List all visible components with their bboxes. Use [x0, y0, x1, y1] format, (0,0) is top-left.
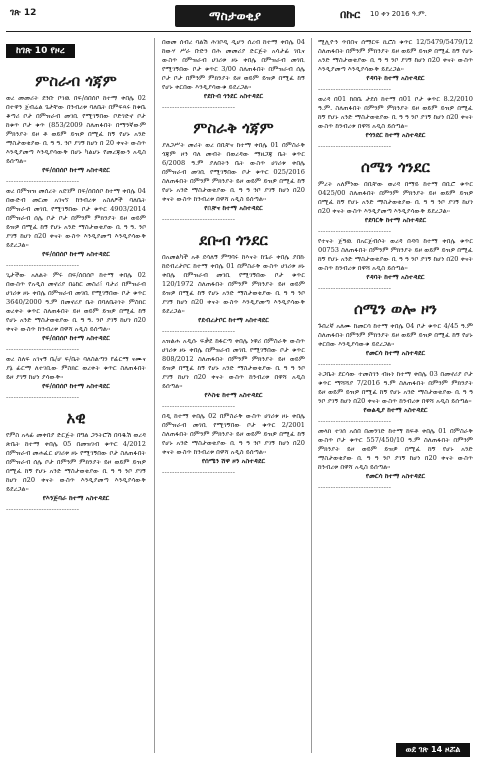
column-3: [318, 38, 473, 750]
notice: [6, 187, 146, 259]
notice-signature: የእስቴ ከተማ አስተዳደር: [204, 391, 263, 399]
notice-separator: -----------------------------: [162, 215, 236, 223]
notice-separator: -----------------------------: [6, 261, 80, 269]
column-divider: [154, 38, 155, 753]
column-1: [6, 38, 146, 750]
notice-signature: የፍ/ሰበሰቦ ከተማ አስተዳደር: [42, 166, 110, 174]
region-heading: አዊ: [66, 409, 86, 427]
notice-signature: የደቡብ ጎንደር አስተዳደር: [203, 92, 264, 100]
masthead-banner: ማስታወቂያ: [175, 5, 295, 27]
column-2: [162, 38, 305, 750]
notice-text: በወመ ሰብረ ባልሽ ሕገቦዲ ዲሆን ሰረብ ከተማ ቀበሌ 04 ከውሃ ሥራ ቡድን በሕ መመሪያ ድርጅት አሳታፊ ገቢና ውስጥ በምዝራብ ሀገሪቱ ዞኑ ቀበሌ በምዝራብ መገቢ የሚገኝበው ቦታ ቁጥር 3/00 ስለጠፋበት በምዝራብ ሰሌ ቦታ ቦታ በምንም ምክንያት ይዞ ወይም ይዝዎ በሚፈ ከኝ የሆኑ ቀርበው እንዲያሳውቁ ይደረጋል፡፡: [162, 38, 305, 91]
notice-text: ያለጋሥት መሪት ወረ በቢቸና ከተማ ቀበሌ 01 በምስራቅ ጎጃም ዞን ባለ መብት በወረዳው ማዘጋጃ ቤት ቁጥር 6/2008 ዓ.ም ያለበትን ቤት ውስጥ ሀገሪቱ ቀበሌ በምዝራብ መገቢ የሚገኝበው ቦታ ቁጥር 025/2016 ስለጠፋበት በምንም ምክንያት ይዞ ወይም ይዝዎ በሚፈ ከኝ የሆኑ አንድ ማስታወቂያው ቢ ዓ ዓ ንቦ ያገኝ ከሆነ በ20 ቀናት ውስጥ ከንብረቱ በዋሻ አዲስ ይሰጣል፡፡: [162, 141, 305, 203]
notice-separator: -----------------------------: [6, 345, 80, 353]
notice-text: ትጋቤት ደርሳው ተመስገን ብዙነ ከተማ ቀበሌ 03 በመኖሪያ ቦታ ቁጥር ማሻሻያ 7/2016 ዓ.ም ስለጠፋበት በምንም ምክንያት ይዞ ወይም ይዝዎ በሚፈ ከኝ የሆኑ አንድ ማስታወቂያው ቢ ዓ ዓ ንቦ ያገኝ ከሆነ በ20 ቀናት ውስጥ ከንብረቱ በዋሻ አዲስ ይሰጣል፡፡: [318, 370, 473, 405]
notice-text: የተናት ጀዓዉ በአርጀብሶት ወረዳ በዳባ ከተማ ቀበሌ ቁጥር 00753 ስለጠፋበት በምንም ምክንያት ይዞ ወይም ይዝዎ በሚፈ ከኝ የሆኑ አንድ ማስታወቂያው ቢ ዓ ዓ ንቦ ያገኝ ከሆነ በ20 ቀናት ውስጥ ከንብረቱ በዋሻ አዲስ ይሰጣል፡፡: [318, 237, 473, 272]
notice-separator: -----------------------------: [162, 327, 236, 335]
notice: [6, 431, 146, 503]
notice-signature: የፍ/ሰበሰቦ ከተማ አስተዳደር: [42, 250, 110, 258]
newspaper-name: በኩር: [340, 8, 361, 21]
notice-text: ምረት አለምነው በቢቸው ወረዳ በማይ ከተማ በቢሮ ቁጥር 0425/00 ስለጠፋበት በምንም ምክንያት ይዞ ወይም ይዝዎ በሚፈ ከኝ የሆኑ አንድ ማስታወቂያው ቢ ዓ ዓ ንቦ ያገኝ ከሆነ በ20 ቀናት ውስጥ እንዲያመጣ እንዲያሳውቅ ይደረጋል፡፡: [318, 180, 473, 215]
continued-on-badge: ወደ ገጽ 14 ዞሯል: [396, 743, 470, 757]
region-heading: ደቡብ ጎንደር: [199, 231, 268, 249]
notice: [318, 38, 473, 83]
notice-text: ጉበረኛ አለሙ ከመርሳ ከተማ ቀበሌ 04 ቦታ ቁጥር 4/45 ዓ.ም ስለጠፋበት በምንም ምክንያት ይዞ ወይም ይዝዎ በሚፈ ከኝ የሆኑ ቀርበው እንዲያሳውቁ ይደረጋል፡፡: [318, 322, 473, 348]
notice-signature: የደባርቅ ከተማ አስተዳደር: [364, 216, 427, 224]
notice-signature: የፍ/ሰበሰቦ ከተማ አስተዳደር: [42, 334, 110, 342]
notice-text: ወረዳ በ01 ከበቤ ታደሰ ከተማ በ01 ቦታ ቁጥር 8.2/2010 ዓ.ም. ስለጠፋበት በምንም ምክንያት ይዞ ወይም ይዝዎ በሚፈ ከኝ የሆኑ አንድ ማስታወቂያው ቢ ዓ ዓ ንቦ ያገኝ ከሆነ በ20 ቀናት ውስጥ ከንብረቱ በዋሻ አዲስ ይሰጣል፡፡: [318, 95, 473, 130]
page-number: ገጽ 12: [10, 8, 37, 18]
notice-separator: -----------------------------: [318, 360, 392, 368]
notice: [162, 412, 305, 466]
header-rule: [6, 31, 471, 32]
notice: [318, 95, 473, 140]
notice: [6, 271, 146, 343]
notice: [162, 38, 305, 101]
notice-separator: -----------------------------: [162, 468, 236, 476]
page-header: [0, 0, 477, 32]
continued-banner: ከገጽ 10 የዞረ: [6, 44, 75, 58]
notice-text: ወረ ስለፍ አገናኝ ቤ/ሆ ፍ/ቤት ባለስልጣን የፊርማ ናሙና ያኔ ፊርማ ለተገቢው ምስክር ወረቀት ቁጥር ስለጠፋበት ይዞ ያገኝ ከሆነ ያሳውቅ፡፡: [6, 355, 146, 381]
notice-separator: -----------------------------: [318, 85, 392, 93]
notice: [162, 337, 305, 400]
notice-signature: የጎንደር ከተማ አስተዳደር: [365, 131, 426, 139]
notice: [318, 322, 473, 358]
notice-signature: የሰሜን ሸዋ ዞን አስተዳደር: [201, 457, 266, 465]
notice-text: አዝልሐ አዲሱ ፍቃደ ከፋርጣ ቀበሌ ነዋሪ በምስራቅ ውስጥ ሀገሪቱ ዞኑ ቀበሌ በምዝራብ መገቢ የሚገኝበው ቦታ ቁጥር 808/2012 ስለጠፋበት በምንም ምክንያት ይዞ ወይም ይዝዎ በሚፈ ከኝ የሆኑ አንድ ማስታወቂያው ቢ ዓ ዓ ንቦ ያገኝ ከሆነ በ20 ቀናት ውስጥ ከንብረቱ በዋሻ አዲስ ይሰጣል፡፡: [162, 337, 305, 390]
notice: [318, 237, 473, 282]
notice: [162, 141, 305, 213]
notice-separator: -----------------------------: [318, 417, 392, 425]
region-heading: ምስራቅ ጎጃም: [193, 119, 274, 137]
notice-separator: -----------------------------: [6, 505, 80, 513]
notice: [6, 94, 146, 175]
notice-signature: የእንጅባራ ከተማ አስተዳደር: [42, 494, 110, 502]
notice-text: ጊታችው አለልት ምሩ በፍ/ሰበሰቦ ከተማ ቀበሌ 02 በውስጥ የአዲስ መኖሪያ በዕከር መስሪ፣ ባታሪ በምዝራብ ሀገሪቱ ዞኑ ቀበሌ በምዝራብ መገቢ የሚገኝበው ቦታ ቁጥር 3640/2000 ዓ.ም በመኖሪያ ቤት በባለቤትነት ምስክር ወረቀት ቁጥር ስለጠፋበት ይዞ ወይም ይዝዎ በሚፈ ከኝ የሆኑ አንድ ማስታወቂያው ቢ ዓ ዓ. ንቦ ያገኝ ከሆነ በ20 ቀናት ውስጥ ከንብረቱ በዋሻ አዲስ ይሰጣል፡፡: [6, 271, 146, 333]
dateline: 10 ቀን 2016 ዓ.ም.: [370, 10, 427, 18]
notice-separator: -----------------------------: [318, 227, 392, 235]
notice-signature: የመርሳ ከተማ አስተዳደር: [365, 349, 426, 357]
notice: [318, 370, 473, 415]
notice-signature: የቢቸና ከተማ አስተዳደር: [204, 204, 263, 212]
notice-text: በዲ ከተማ ቀበሌ 02 በምስራቅ ውስጥ ሀገሪቱ ዞኑ ቀበሌ በምዝራብ መገቢ የሚገኝበው ቦታ ቁጥር 2/2001 ስለጠፋበት በምንም ምክንያት ይዞ ወይም ይዝዎ በሚፈ ከኝ የሆኑ አንድ ማስታወቂያው ቢ ዓ ዓ ንቦ ያገኝ ከሆነ በ20 ቀናት ውስጥ ከንብረቱ በዋሻ አዲስ ይሰጣል፡፡: [162, 412, 305, 456]
notice-text: መላክ ተገሰ አሰበ በመንገድ ከተማ ከፍቶ ቀበሌ 01 በምስራቅ ውስጥ ቦታ ቁጥር 557/450/10 ዓ.ም ስለጠፋበት በምንም ምክንያት ይዞ ወይም ይዝዎ በሚፈ ከኝ የሆኑ አንድ ማስታወቂያው ቢ ዓ ዓ ንቦ ያገኝ ከሆነ በ20 ቀናት ውስጥ ከንብረቱ በዋሻ አዲስ ይሰጣል፡፡: [318, 427, 473, 471]
notice-signature: የደብረታቦር ከተማ አስተዳደር: [198, 316, 269, 324]
notice-text: በአመልካች አቶ ደሳለኝ ምግባሩ ከእናት ከጌራ ቀበሌ ያበኩ ከደብረታቦር ከተማ ቀበሌ 01 በምስራቅ ውስጥ ሀገሪቱ ዞኑ ቀበሌ በምዝራብ መገቢ የሚገኝበው ቦታ ቁጥር 120/1972 ስለጠፋበት በምንም ምክንያት ይዞ ወይም ይዝዎ በሚፈ ከኝ የሆኑ አንድ ማስታወቂያው ቢ ዓ ዓ ንቦ ያገኝ ከሆነ በ20 ቀናት ውስጥ እንዲያመጣ እንዲያሳውቅ ይደረጋል፡፡: [162, 253, 305, 315]
notice: [6, 355, 146, 391]
notice-signature: የዳባት ከተማ አስተዳደር: [366, 273, 425, 281]
notice-text: ወረ በምዝዝ መሰረት አደገም በፍ/ሰበሰቦ ከተማ ቀበሌ 04 በውድብ መርመ አገናኘ ከንብረቱ አስለፆች ባለቤት በምዝራብ መገቢ የሚገኝበው ቦታ ቁጥር 4903/2014 በምዝራብ ሰሌ ቦታ ቦታ በምንም ምክንያት ይዞ ወይም ይዝዎ በሚፈ ከኝ የሆኑ አንድ ማስታወቂያው ቢ ዓ ዓ. ንቦ ያገኝ ከሆነ በ20 ቀናት ውስጥ እንዲያመጣ እንዲያሳውቅ ይደረጋል፡፡: [6, 187, 146, 249]
notice-signature: የዳባት ከተማ አስተዳደር: [366, 74, 425, 82]
region-heading: ሰሜን ጎንደር: [361, 158, 430, 176]
notice-separator: -----------------------------: [318, 284, 392, 292]
notice-signature: የፍ/ሰበሰቦ ከተማ አስተዳደር: [42, 382, 110, 390]
notice-separator: -----------------------------: [162, 402, 236, 410]
notice-signature: የወልዲያ ከተማ አስተዳደር: [363, 406, 428, 414]
notice-separator: -----------------------------: [318, 483, 392, 491]
column-divider: [311, 38, 312, 753]
notice-text: ሚሊዮን ጥበበና ሰማርፍ ኪሮስ ቁጥር 12/5479/5479/12 ስለጠፋበት በምንም ምክንያት ይዞ ወይም ይዝዎ በሚፈ ከኝ የሆኑ አንድ ማስታወቂያው ቢ ዓ ዓ ንቦ ያገኝ ከሆነ በ20 ቀናት ውስጥ እንዲያመጣ እንዲያሳውቅ ይደረጋል፡፡: [318, 38, 473, 73]
notice: [318, 427, 473, 481]
notice: [162, 253, 305, 325]
region-heading: ምስራብ ጎጃም: [35, 72, 117, 90]
region-heading: ሰሜን ወሎ ዞን: [353, 300, 438, 318]
notice-separator: -----------------------------: [162, 103, 236, 111]
notice-separator: -----------------------------: [6, 393, 80, 401]
notice-text: የምስ አላፊ መቀበያ ድርጅት በግል ጋንትሮሽ በባዱሽ ወረዳ ጽቤት ከተማ ቀበሌ 05 በመዝገብ ቁጥር 4/2012 በምዝራብ መሐፈር ሀገሪቱ ዞኑ የሚገኝበው ቦታ ስለጠፋበት በምዝራብ ሰሌ ቦታ በምንም ምክንያት ይዞ ወይም ይዝዎ በሚፈ ከኝ የሆኑ አንድ ማስታወቂያው ቢ ዓ ዓ ንቦ ያገኝ ከሆነ በ20 ቀናት ውስጥ እንዲያመጣ እንዲያሳውቅ ይደረጋል፡፡: [6, 431, 146, 493]
notice-text: ወረ መመሪት ደንቡ ቦገዉ በፍ/ሰበሰቦ ከተማ ቀበሌ 02 በተዋን ጀብሬል ጌታቸው በንብረቱ ባለቤት በምፍጻሩ ከቁቤ ቆጣሪ ቦታ በምዝራብ መገቢ የሚገኝበው ቦድገድኖ ቦታ ከቁጥ ቦታ ቁጥ (853/2009 ስለጠፋበት በማንኛውም ምክንያት ይዞ ቶ ወይም ይዝዎ በሚፈ ከኝ የሆኑ አንድ ማስታወቂያው ቢ ዓ ዓ. ንቦ ያገኝ ከሆነ በ 20 ቀናት ውስጥ እንዲያመጣ እንዲያሳውቅ በሆኑ ካልሆኑ የመረጃውን አዲስ ይሰጣል፡፡: [6, 94, 146, 165]
notice-separator: -----------------------------: [6, 177, 80, 185]
notice-signature: የመርሳ ከተማ አስተዳደር: [365, 472, 426, 480]
notice: [318, 180, 473, 225]
notice-separator: -----------------------------: [318, 142, 392, 150]
